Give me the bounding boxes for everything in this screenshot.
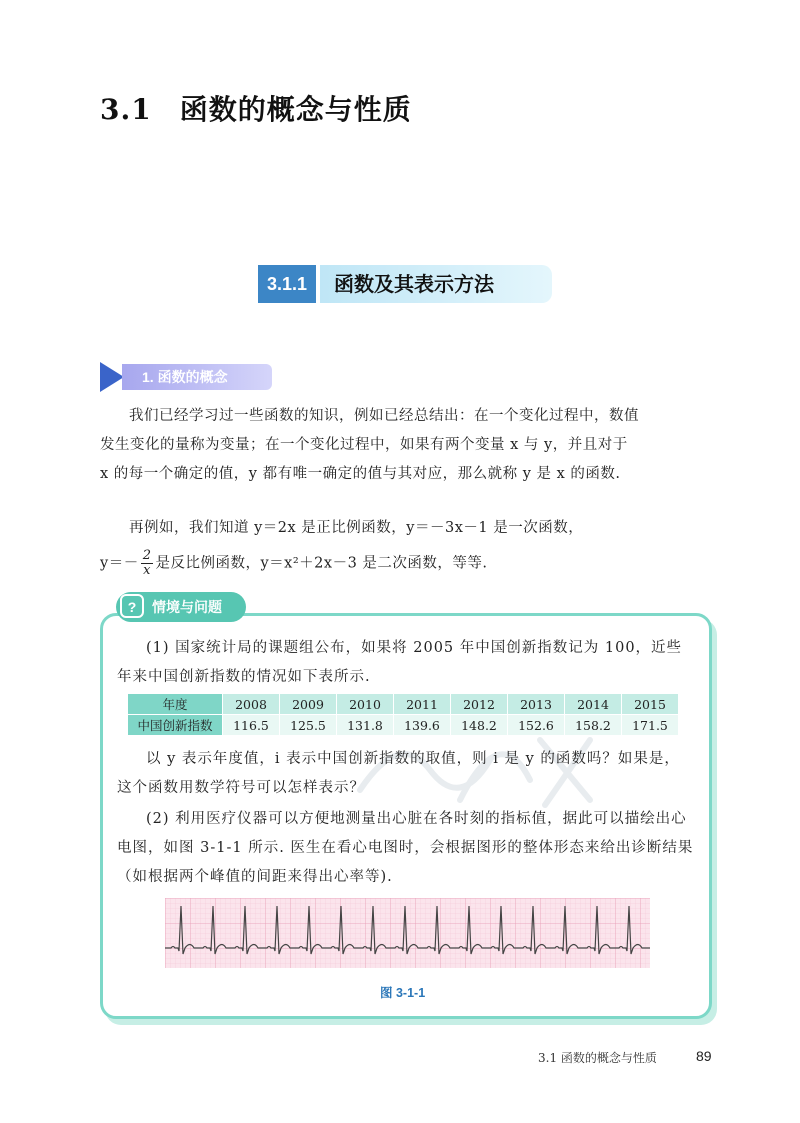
- section-title: 函数及其表示方法: [320, 265, 552, 303]
- intro-paragraph-2: [100, 514, 640, 579]
- intro-paragraph-1: 我们已经学习过一些函数的知识，例如已经总结出：在一个变化过程中，数值发生变化的量称为变量；在一个变化过程中，如果有两个变量 x 与 y，并且对于 x 的每一个确定的值，y 都有唯一确定的值与其对应，那么就称 y 是 x 的函数.: [100, 408, 639, 482]
- section-banner: [258, 265, 552, 303]
- fraction: $\frac{2}{x}$: [142, 548, 152, 578]
- intro-line-2: y＝－ $\frac{2}{x}$ 是反比例函数，y＝x²＋2x－3 是二次函数，等等.: [100, 548, 488, 578]
- subsection-banner: [100, 362, 272, 392]
- figure-caption: 图 3-1-1: [380, 986, 426, 1000]
- table-row-year: 年度 2008 2009 2010 2011 2012 2013 2014 2015: [128, 694, 679, 715]
- question-icon: ?: [120, 594, 144, 618]
- page-number: 89: [696, 1048, 712, 1064]
- ecg-figure: [165, 898, 650, 968]
- section-number: 3.1.1: [258, 265, 316, 303]
- table-row-index: 中国创新指数 116.5 125.5 131.8 139.6 148.2 152.6 158.2 171.5: [128, 715, 679, 736]
- footer-chapter: 3.1 函数的概念与性质: [538, 1051, 657, 1065]
- question-1: (1) 国家统计局的课题组公布，如果将 2005 年中国创新指数记为 100，近些年来中国创新指数的情况如下表所示.: [117, 640, 683, 685]
- row-header-year: 年度: [128, 694, 223, 715]
- chapter-title-text: 函数的概念与性质: [179, 93, 412, 126]
- situation-tag: [116, 592, 246, 622]
- intro-line-1: 再例如，我们知道 y＝2x 是正比例函数，y＝－3x－1 是一次函数，: [129, 520, 584, 536]
- arrow-icon: [100, 362, 124, 392]
- situation-tag-label: 情境与问题: [152, 599, 222, 615]
- row-header-index: 中国创新指数: [128, 715, 223, 736]
- subsection-title: 1. 函数的概念: [122, 364, 272, 390]
- question-1-followup: 以 y 表示年度值，i 表示中国创新指数的取值，则 i 是 y 的函数吗？如果是，这个函数用数学符号可以怎样表示？: [117, 751, 680, 796]
- innovation-index-table: [127, 693, 679, 736]
- chapter-number: 3.1: [100, 93, 152, 126]
- question-2: (2) 利用医疗仪器可以方便地测量出心脏在各时刻的指标值，据此可以描绘出心电图，如图 3-1-1 所示. 医生在看心电图时，会根据图形的整体形态来给出诊断结果（如根据两个峰值的间距来得出心率等).: [117, 811, 694, 885]
- chapter-title: [100, 88, 412, 128]
